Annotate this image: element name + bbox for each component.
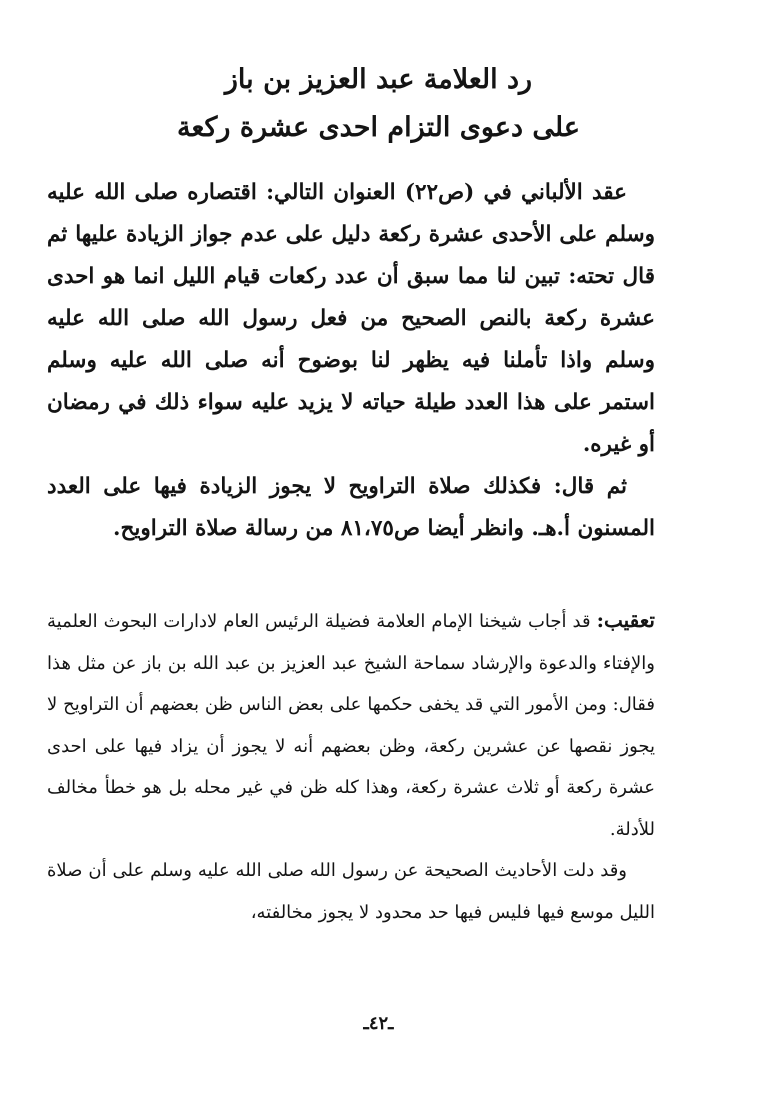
page-title-line-1: رد العلامة عبد العزيز بن باز (224, 64, 533, 95)
page-title-line-2: على دعوى التزام احدى عشرة ركعة (177, 112, 580, 143)
quote-paragraph-2: ثم قال: فكذلك صلاة التراويح لا يجوز الزيادة فيها على العدد المسنون أ.هـ. وانظر أيضا ص٨١،٧٥ من رسالة صلاة التراويح. (47, 474, 655, 541)
quote-paragraph-1: عقد الألباني في (ص٢٢) العنوان التالي: اقتصاره صلى الله عليه وسلم على الأحدى عشرة ركعة دليل على عدم جواز الزيادة عليها ثم قال تحته: تبين لنا مما سبق أن عدد ركعات قيام الليل انما هو احدى عشرة ركعة بالنص الصحيح من فعل رسول الله صلى الله عليه وسلم واذا تأملنا فيه يظهر لنا بوضوح أنه صلى الله عليه وسلم استمر على هذا العدد طيلة حياته لا يزيد عليه سواء ذلك في رمضان أو غيره. (47, 180, 655, 457)
commentary-paragraph-1-text: قد أجاب شيخنا الإمام العلامة فضيلة الرئيس العام لادارات البحوث العلمية والإفتاء والدعوة والإرشاد سماحة الشيخ عبد العزيز بن عبد الله بن باز عن مثل هذا فقال: ومن الأمور التي قد يخفى حكمها على بعض الناس ظن بعضهم أن التراويح لا يجوز نقصها عن عشرين ركعة، وظن بعضهم أنه لا يجوز أن يزاد فيها على احدى عشرة ركعة أو ثلاث عشرة ركعة، وهذا كله ظن في غير محله بل هو خطأ مخالف للأدلة. (47, 611, 655, 840)
commentary-passage (47, 600, 655, 933)
commentary-lead-word: تعقيب: (596, 608, 655, 632)
commentary-paragraph-2: وقد دلت الأحاديث الصحيحة عن رسول الله صلى الله عليه وسلم على أن صلاة الليل موسع فيها فليس فيها حد محدود لا يجوز مخالفته، (47, 860, 655, 923)
page-number: ـ٤٢ـ (363, 1013, 394, 1034)
commentary-paragraph-1 (47, 600, 655, 850)
quoted-passage (47, 172, 655, 550)
